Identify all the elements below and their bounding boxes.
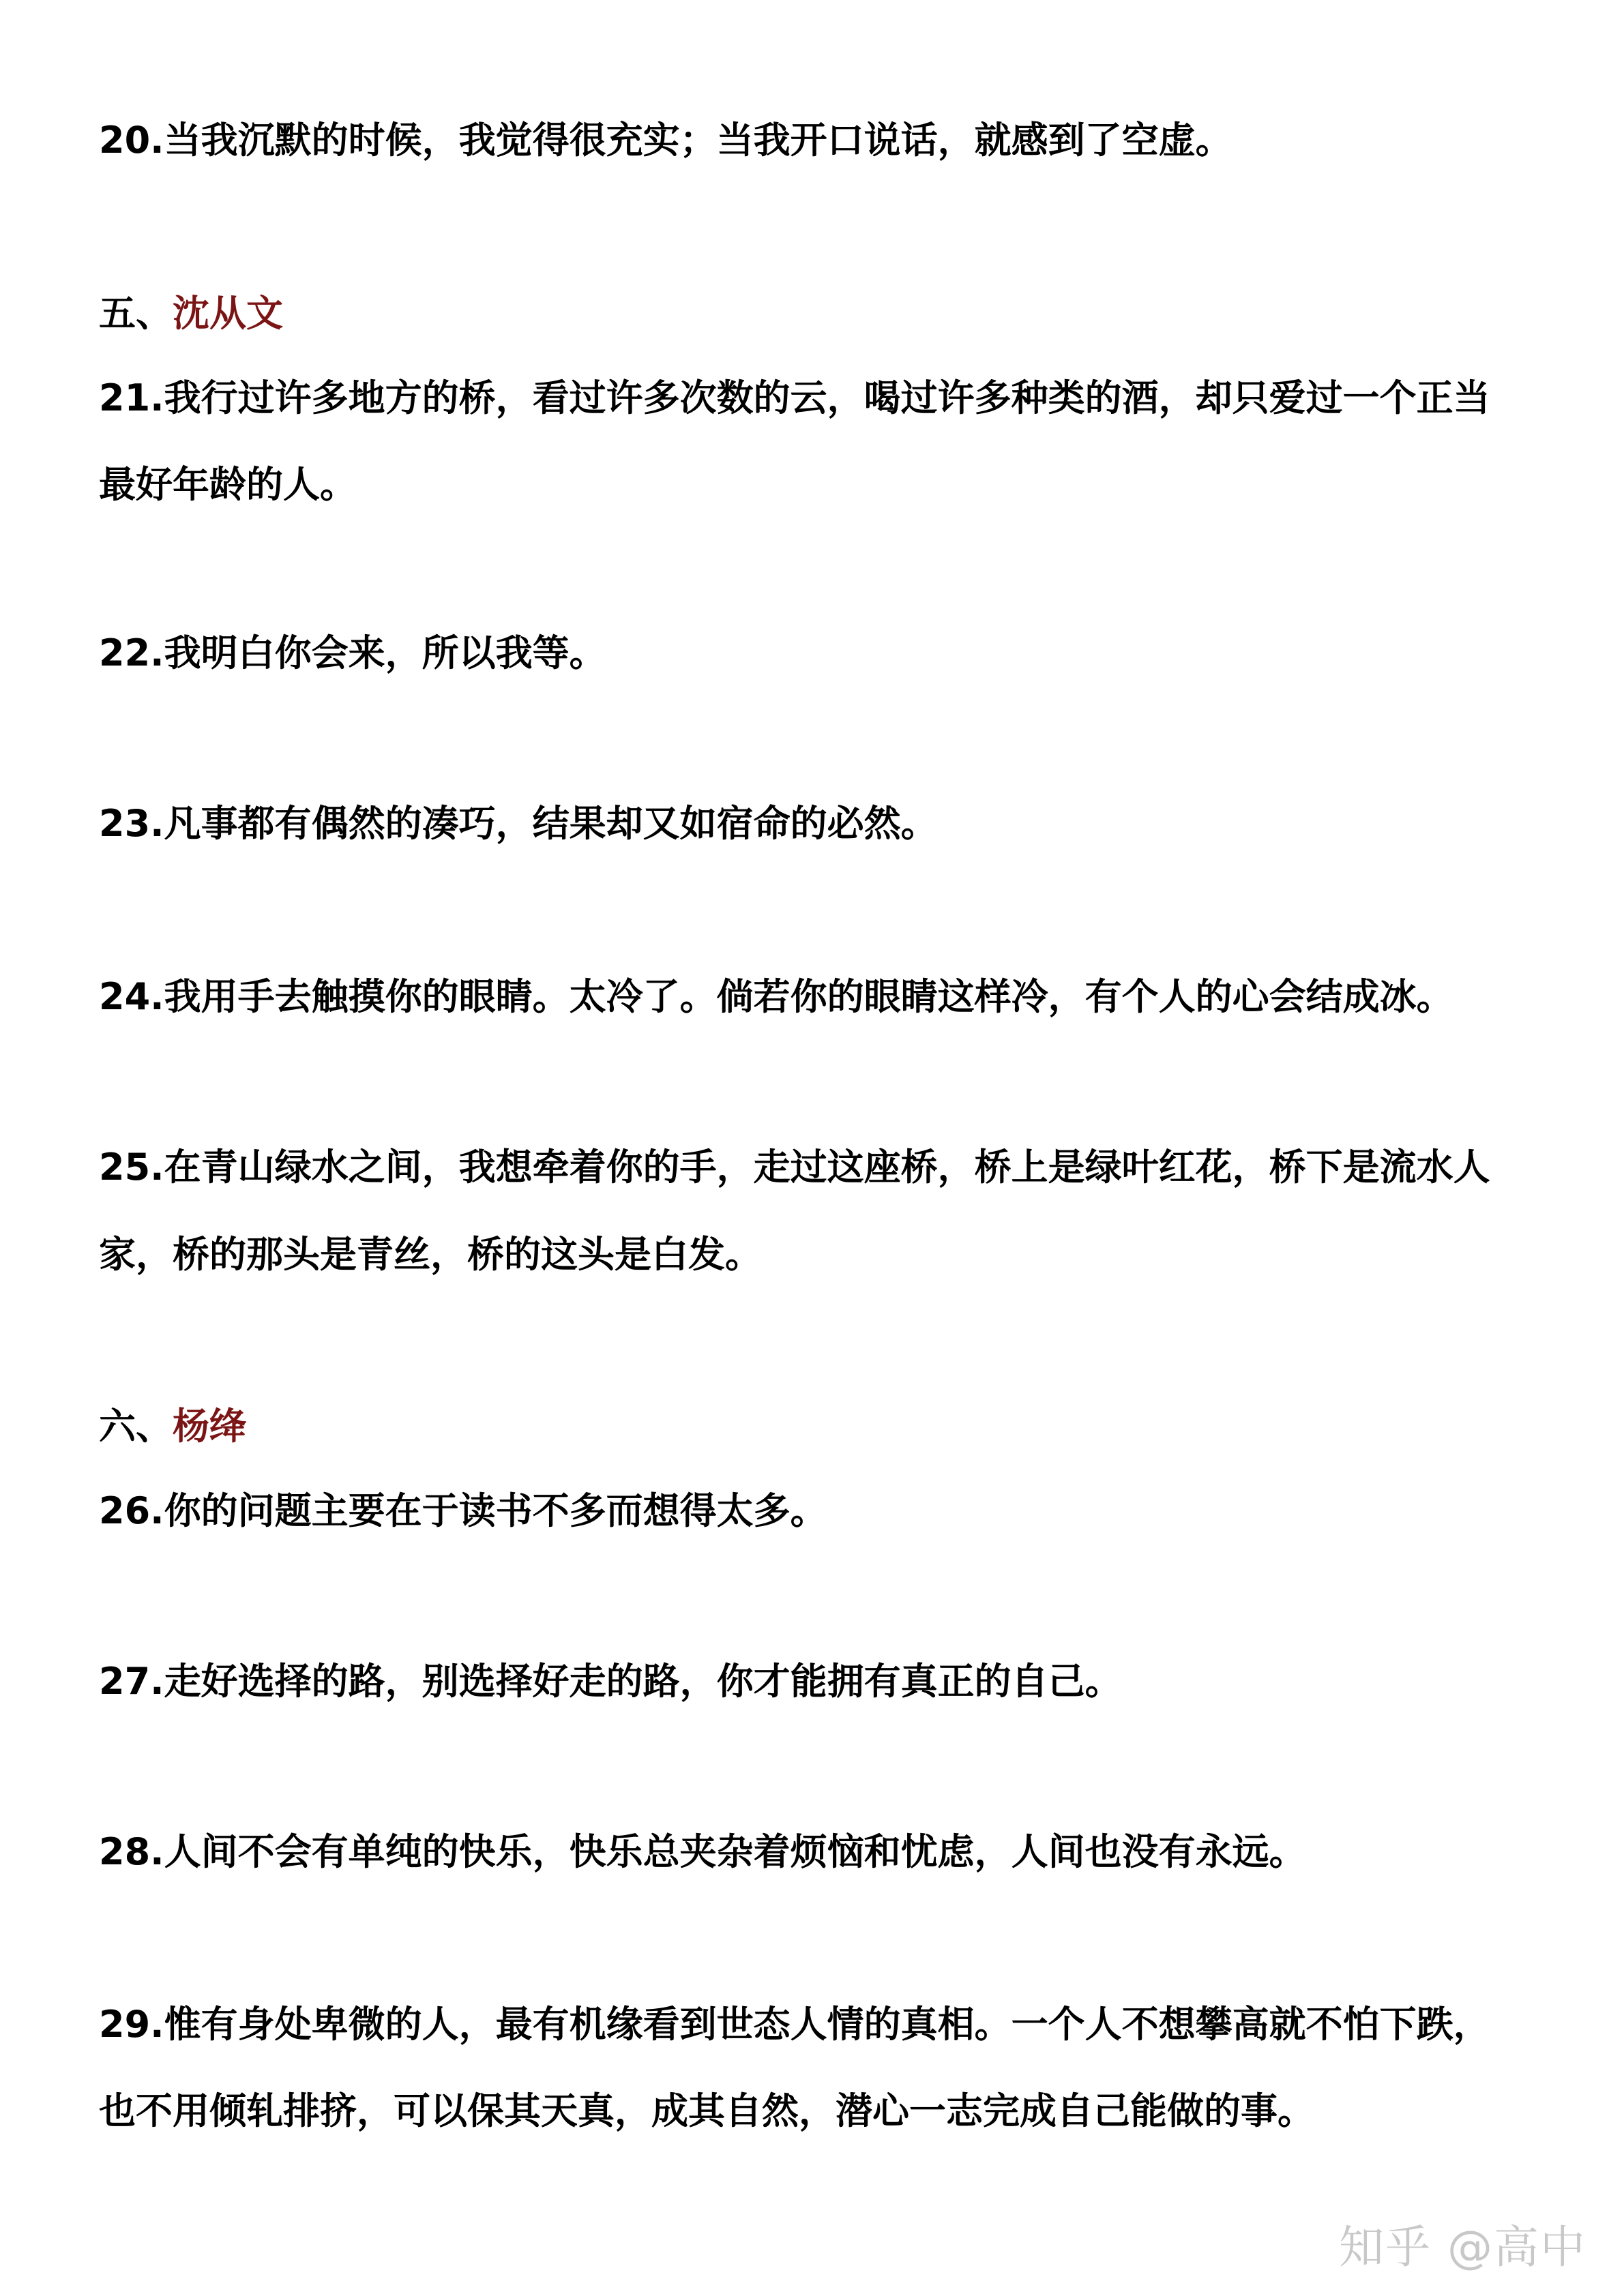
quote-29-line-1: 29.惟有身处卑微的人，最有机缘看到世态人情的真相。一个人不想攀高就不怕下跌， <box>99 2003 1490 2046</box>
quote-20: 20.当我沉默的时候，我觉得很充实；当我开口说话，就感到了空虚。 <box>99 119 1232 162</box>
section-author: 杨绛 <box>173 1405 246 1448</box>
quote-27: 27.走好选择的路，别选择好走的路，你才能拥有真正的自己。 <box>99 1660 1122 1703</box>
quote-29-line-2: 也不用倾轧排挤，可以保其天真，成其自然，潜心一志完成自己能做的事。 <box>99 2089 1314 2132</box>
quote-24: 24.我用手去触摸你的眼睛。太冷了。倘若你的眼睛这样冷，有个人的心会结成冰。 <box>99 975 1453 1018</box>
quote-28: 28.人间不会有单纯的快乐，快乐总夹杂着烦恼和忧虑，人间也没有永远。 <box>99 1830 1306 1873</box>
quote-25-line-1: 25.在青山绿水之间，我想牵着你的手，走过这座桥，桥上是绿叶红花，桥下是流水人 <box>99 1146 1490 1189</box>
quote-26: 26.你的问题主要在于读书不多而想得太多。 <box>99 1489 827 1532</box>
quote-21-line-2: 最好年龄的人。 <box>99 463 357 506</box>
section-number: 五、 <box>99 292 173 335</box>
section-heading-six <box>99 1402 1538 1451</box>
quote-25-line-2: 家，桥的那头是青丝，桥的这头是白发。 <box>99 1233 762 1276</box>
section-author: 沈从文 <box>173 292 283 335</box>
section-heading-five <box>99 289 1538 338</box>
quote-22: 22.我明白你会来，所以我等。 <box>99 631 606 674</box>
watermark: 知乎 @高中 <box>1339 2221 1586 2273</box>
quote-21-line-1: 21.我行过许多地方的桥，看过许多次数的云，喝过许多种类的酒，却只爱过一个正当 <box>99 376 1490 419</box>
section-number: 六、 <box>99 1405 173 1448</box>
quote-23: 23.凡事都有偶然的凑巧，结果却又如宿命的必然。 <box>99 802 938 845</box>
